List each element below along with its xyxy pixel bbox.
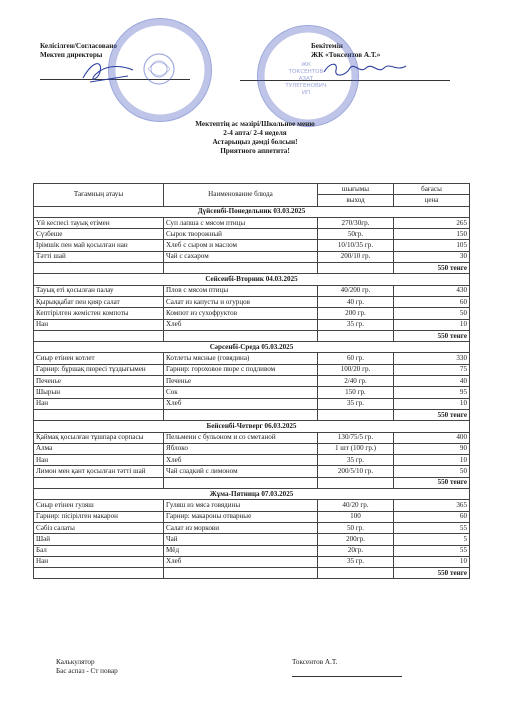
dish-yield: 1 шт (100 гр.) <box>318 443 394 454</box>
approve-label: Бекітемін <box>311 42 343 50</box>
dish-name-ru: Гарнир: гороховое пюре с подливом <box>164 364 318 375</box>
table-row <box>34 296 470 307</box>
total-row <box>34 477 470 488</box>
dish-name-ru: Чай <box>164 534 318 545</box>
dish-name-kz: Қырыққабат пен қияр салат <box>34 296 164 307</box>
dish-price: 330 <box>394 353 470 364</box>
day-row <box>34 342 470 353</box>
dish-name-ru: Чай с сахаром <box>164 251 318 262</box>
dish-yield: 50 гр. <box>318 522 394 533</box>
table-row <box>34 556 470 567</box>
col-header-ru: Наименование блюда <box>164 184 318 207</box>
menu-table <box>33 183 470 579</box>
dish-price: 50 <box>394 466 470 477</box>
dish-yield: 2/40 гр. <box>318 376 394 387</box>
dish-price: 5 <box>394 534 470 545</box>
table-row <box>34 308 470 319</box>
dish-name-ru: Салат из моркови <box>164 522 318 533</box>
total-row <box>34 568 470 579</box>
dish-name-kz: Шәй <box>34 534 164 545</box>
table-row <box>34 364 470 375</box>
day-total: 550 тенге <box>394 330 470 341</box>
table-row <box>34 545 470 556</box>
table-row <box>34 534 470 545</box>
dish-price: 265 <box>394 217 470 228</box>
dish-yield: 35 гр. <box>318 398 394 409</box>
dish-name-kz: Сәбіз салаты <box>34 522 164 533</box>
dish-name-kz: Гарнир: бұршақ пюресі тұздығымен <box>34 364 164 375</box>
dish-yield: 50гр. <box>318 229 394 240</box>
school-director-label: Мектеп директоры <box>40 51 103 59</box>
greeting-ru: Приятного аппетита! <box>220 147 290 155</box>
dish-name-kz: Нан <box>34 556 164 567</box>
empty-cell <box>34 263 164 274</box>
table-row <box>34 285 470 296</box>
dish-price: 55 <box>394 522 470 533</box>
day-total: 550 тенге <box>394 477 470 488</box>
empty-cell <box>34 568 164 579</box>
dish-name-kz: Нан <box>34 455 164 466</box>
table-row <box>34 522 470 533</box>
day-heading: Дүйсенбі-Понедельник 03.03.2025 <box>34 206 470 217</box>
dish-name-ru: Хлеб <box>164 455 318 466</box>
dish-name-kz: Кептірілген жемістен компоты <box>34 308 164 319</box>
dish-yield: 200гр. <box>318 534 394 545</box>
total-row <box>34 409 470 420</box>
table-row <box>34 443 470 454</box>
empty-cell <box>318 568 394 579</box>
dish-price: 365 <box>394 500 470 511</box>
dish-yield: 130/75/5 гр. <box>318 432 394 443</box>
empty-cell <box>34 477 164 488</box>
table-row <box>34 353 470 364</box>
day-heading: Сәрсенбі-Среда 05.03.2025 <box>34 342 470 353</box>
dish-price: 10 <box>394 455 470 466</box>
dish-name-ru: Гуляш из мяса говядины <box>164 500 318 511</box>
table-row <box>34 432 470 443</box>
dish-name-ru: Суп лапша с мясом птицы <box>164 217 318 228</box>
dish-name-ru: Сырок творожный <box>164 229 318 240</box>
day-heading: Жұма-Пятница 07.03.2025 <box>34 489 470 500</box>
director-signature <box>78 58 138 86</box>
empty-cell <box>164 330 318 341</box>
dish-price: 30 <box>394 251 470 262</box>
dish-name-kz: Ірімшік пен май қосылған нан <box>34 240 164 251</box>
col-header-yield-ru: выход <box>318 195 394 206</box>
approval-label: Келісілген/Согласовано <box>40 42 117 50</box>
table-row <box>34 240 470 251</box>
menu-body <box>34 206 470 579</box>
day-heading: Сейсенбі-Вторник 04.03.2025 <box>34 274 470 285</box>
menu-title: Мектептің ас мәзірі/Школьное меню <box>195 120 315 128</box>
day-row <box>34 421 470 432</box>
day-heading: Бейсенбі-Четверг 06.03.2025 <box>34 421 470 432</box>
dish-price: 40 <box>394 376 470 387</box>
dish-name-kz: Шырын <box>34 387 164 398</box>
day-total: 550 тенге <box>394 409 470 420</box>
dish-name-kz: Тәтті шай <box>34 251 164 262</box>
table-row <box>34 511 470 522</box>
day-row <box>34 206 470 217</box>
dish-name-kz: Сүзбеше <box>34 229 164 240</box>
day-total: 550 тенге <box>394 263 470 274</box>
calculator-label: Калькулятор <box>56 658 95 666</box>
table-row <box>34 500 470 511</box>
stamp-inner-text: ЖК ТОКСЕНТОВ АЗАТ ТУЛЕГЕНОВИЧ ИП <box>285 62 327 96</box>
table-row <box>34 466 470 477</box>
dish-price: 430 <box>394 285 470 296</box>
dish-name-ru: Хлеб с сыром и маслом <box>164 240 318 251</box>
dish-price: 50 <box>394 308 470 319</box>
empty-cell <box>318 409 394 420</box>
dish-name-kz: Нан <box>34 398 164 409</box>
dish-name-kz: Қаймақ қосылған тұшпара сорпасы <box>34 432 164 443</box>
dish-name-ru: Хлеб <box>164 319 318 330</box>
dish-yield: 35 гр. <box>318 556 394 567</box>
col-header-yield-kz: шығымы <box>318 184 394 195</box>
entrepreneur-label: ЖК «Токсентов А.Т.» <box>311 51 381 59</box>
dish-price: 150 <box>394 229 470 240</box>
dish-name-ru: Пельмени с бульоном и со сметаной <box>164 432 318 443</box>
dish-yield: 150 гр. <box>318 387 394 398</box>
table-row <box>34 398 470 409</box>
dish-yield: 35 гр. <box>318 319 394 330</box>
dish-yield: 100/20 гр. <box>318 364 394 375</box>
day-row <box>34 274 470 285</box>
empty-cell <box>164 568 318 579</box>
week-title: 2-4 апта/ 2-4 неделя <box>223 129 287 137</box>
dish-name-ru: Яблоко <box>164 443 318 454</box>
dish-name-ru: Сок <box>164 387 318 398</box>
table-row <box>34 376 470 387</box>
footer-signatory: Токсентов А.Т. <box>292 658 338 666</box>
dish-name-ru: Гарнир: макароны отварные <box>164 511 318 522</box>
dish-name-ru: Салат из капусты и огурцов <box>164 296 318 307</box>
dish-name-ru: Хлеб <box>164 556 318 567</box>
dish-name-ru: Котлеты мясные (говядина) <box>164 353 318 364</box>
dish-yield: 60 гр. <box>318 353 394 364</box>
dish-yield: 270/30гр. <box>318 217 394 228</box>
dish-name-kz: Нан <box>34 319 164 330</box>
dish-yield: 10/10/35 гр. <box>318 240 394 251</box>
greeting-kz: Астарыңыз дәмді болсын! <box>212 138 298 146</box>
day-total: 550 тенге <box>394 568 470 579</box>
dish-name-kz: Алма <box>34 443 164 454</box>
dish-name-kz: Тауық еті қосылған палау <box>34 285 164 296</box>
empty-cell <box>164 263 318 274</box>
dish-name-kz: Сиыр етінен гуляш <box>34 500 164 511</box>
dish-price: 60 <box>394 296 470 307</box>
dish-price: 55 <box>394 545 470 556</box>
dish-yield: 100 <box>318 511 394 522</box>
dish-yield: 40 гр. <box>318 296 394 307</box>
empty-cell <box>164 409 318 420</box>
empty-cell <box>164 477 318 488</box>
empty-cell <box>34 409 164 420</box>
dish-price: 60 <box>394 511 470 522</box>
empty-cell <box>318 477 394 488</box>
table-row <box>34 251 470 262</box>
director-signature-right <box>320 58 410 82</box>
table-row <box>34 455 470 466</box>
dish-yield: 40/20 гр. <box>318 500 394 511</box>
empty-cell <box>34 330 164 341</box>
dish-name-kz: Сиыр етінен котлет <box>34 353 164 364</box>
empty-cell <box>318 330 394 341</box>
dish-name-ru: Печенье <box>164 376 318 387</box>
col-header-price-ru: цена <box>394 195 470 206</box>
dish-yield: 200/10 гр. <box>318 251 394 262</box>
dish-yield: 200 гр. <box>318 308 394 319</box>
dish-yield: 200/5/10 гр. <box>318 466 394 477</box>
col-header-price-kz: бағасы <box>394 184 470 195</box>
dish-name-kz: Лимон мен қант қосылған тәтті шай <box>34 466 164 477</box>
dish-name-kz: Печенье <box>34 376 164 387</box>
dish-name-kz: Үй кеспесі тауық етімен <box>34 217 164 228</box>
table-row <box>34 229 470 240</box>
dish-price: 400 <box>394 432 470 443</box>
dish-name-ru: Хлеб <box>164 398 318 409</box>
table-row <box>34 387 470 398</box>
total-row <box>34 330 470 341</box>
dish-name-ru: Компот из сухофруктов <box>164 308 318 319</box>
dish-price: 90 <box>394 443 470 454</box>
dish-name-kz: Гарнир: пісірілген макарон <box>34 511 164 522</box>
dish-name-ru: Мёд <box>164 545 318 556</box>
dish-price: 10 <box>394 398 470 409</box>
day-row <box>34 489 470 500</box>
dish-yield: 40/200 гр. <box>318 285 394 296</box>
chef-label: Бас аспаз - Ст повар <box>56 667 118 675</box>
dish-price: 75 <box>394 364 470 375</box>
dish-name-ru: Плов с мясом птицы <box>164 285 318 296</box>
table-row <box>34 217 470 228</box>
dish-name-ru: Чай сладкий с лимоном <box>164 466 318 477</box>
table-row <box>34 319 470 330</box>
dish-name-kz: Бал <box>34 545 164 556</box>
dish-price: 95 <box>394 387 470 398</box>
total-row <box>34 263 470 274</box>
col-header-kz: Тағамның атауы <box>34 184 164 207</box>
dish-yield: 20гр. <box>318 545 394 556</box>
dish-yield: 35 гр. <box>318 455 394 466</box>
empty-cell <box>318 263 394 274</box>
footer-signature-line <box>292 676 402 677</box>
dish-price: 10 <box>394 319 470 330</box>
dish-price: 10 <box>394 556 470 567</box>
dish-price: 105 <box>394 240 470 251</box>
emblem-icon <box>140 50 178 88</box>
